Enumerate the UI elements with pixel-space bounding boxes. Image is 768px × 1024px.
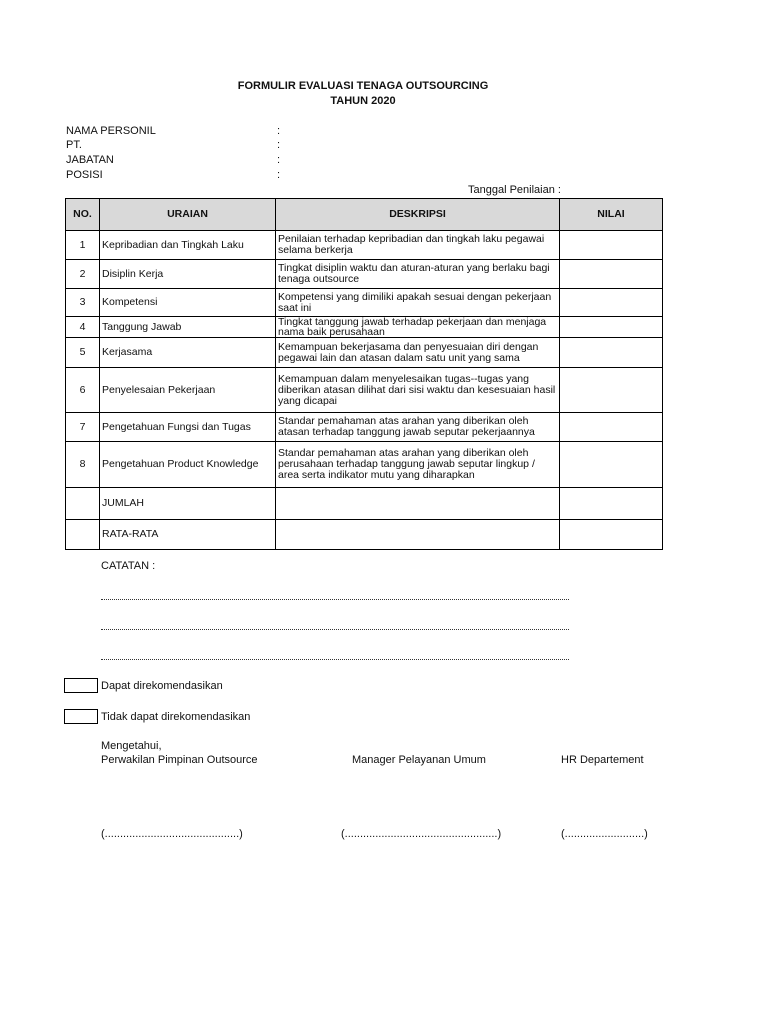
row-no: 5 (66, 338, 100, 368)
row-deskripsi: Kemampuan bekerjasama dan penyesuaian diri dengan pegawai lain dan atasan dalam satu unit yang sama (276, 338, 560, 368)
row-deskripsi: Tingkat tanggung jawab terhadap pekerjaan dan menjaga nama baik perusahaan (276, 317, 560, 338)
row-no: 3 (66, 289, 100, 317)
evaluation-table (65, 198, 663, 550)
row-uraian: Kerjasama (100, 338, 276, 368)
table-row (66, 231, 663, 260)
assessment-date-label: Tanggal Penilaian : (468, 184, 561, 196)
catatan-line-2[interactable] (101, 628, 569, 630)
row-no: 7 (66, 413, 100, 442)
row-deskripsi: Kompetensi yang dimiliki apakah sesuai dengan pekerjaan saat ini (276, 289, 560, 317)
nilai-cell[interactable] (560, 231, 663, 260)
row-deskripsi: Standar pemahaman atas arahan yang diberikan oleh perusahaan terhadap tanggung jawab seputar lingkup / area serta indikator mutu yang diharapkan (276, 442, 560, 488)
jumlah-no-cell (66, 488, 100, 520)
rata-nilai-cell[interactable] (560, 520, 663, 550)
field-colon-jabatan: : (277, 154, 281, 166)
signature-role-hr: HR Departement (561, 754, 644, 766)
header-nilai: NILAI (560, 199, 663, 231)
table-row (66, 442, 663, 488)
nilai-cell[interactable] (560, 260, 663, 289)
rata-no-cell (66, 520, 100, 550)
not-recommend-checkbox[interactable] (64, 709, 98, 724)
nilai-cell[interactable] (560, 338, 663, 368)
header-deskripsi: DESKRIPSI (276, 199, 560, 231)
row-no: 4 (66, 317, 100, 338)
field-colon-pt: : (277, 139, 281, 151)
row-no: 1 (66, 231, 100, 260)
row-uraian: Disiplin Kerja (100, 260, 276, 289)
row-deskripsi: Tingkat disiplin waktu dan aturan-aturan yang berlaku bagi tenaga outsource (276, 260, 560, 289)
field-colon-posisi: : (277, 169, 281, 181)
signature-role-outsource: Perwakilan Pimpinan Outsource (101, 754, 258, 766)
recommend-label: Dapat direkomendasikan (101, 680, 223, 692)
table-row (66, 368, 663, 413)
field-colon-nama: : (277, 125, 281, 137)
header-no: NO. (66, 199, 100, 231)
rata-desc-cell (276, 520, 560, 550)
nilai-cell[interactable] (560, 413, 663, 442)
table-row (66, 413, 663, 442)
nilai-cell[interactable] (560, 442, 663, 488)
header-uraian: URAIAN (100, 199, 276, 231)
signature-line-hr[interactable]: (..........................) (561, 828, 648, 840)
jumlah-label: JUMLAH (100, 488, 276, 520)
rata-rata-row (66, 520, 663, 550)
catatan-label: CATATAN : (101, 560, 156, 572)
row-no: 2 (66, 260, 100, 289)
row-deskripsi: Kemampuan dalam menyelesaikan tugas--tugas yang diberikan atasan dilihat dari sisi waktu dan kesesuaian hasil yang dicapai (276, 368, 560, 413)
row-no: 6 (66, 368, 100, 413)
row-uraian: Kepribadian dan Tingkah Laku (100, 231, 276, 260)
catatan-line-3[interactable] (101, 658, 569, 660)
rata-rata-label: RATA-RATA (100, 520, 276, 550)
jumlah-desc-cell (276, 488, 560, 520)
row-uraian: Pengetahuan Fungsi dan Tugas (100, 413, 276, 442)
jumlah-row (66, 488, 663, 520)
row-uraian: Tanggung Jawab (100, 317, 276, 338)
signature-intro: Mengetahui, (101, 740, 162, 752)
row-deskripsi: Penilaian terhadap kepribadian dan tingkah laku pegawai selama berkerja (276, 231, 560, 260)
table-row (66, 317, 663, 338)
field-label-posisi: POSISI (66, 169, 103, 181)
jumlah-nilai-cell[interactable] (560, 488, 663, 520)
not-recommend-label: Tidak dapat direkomendasikan (101, 711, 251, 723)
signature-line-manager[interactable]: (..................................................) (341, 828, 502, 840)
row-deskripsi: Standar pemahaman atas arahan yang diberikan oleh atasan terhadap tanggung jawab seputar pekerjaannya (276, 413, 560, 442)
field-label-nama: NAMA PERSONIL (66, 125, 156, 137)
nilai-cell[interactable] (560, 368, 663, 413)
catatan-line-1[interactable] (101, 598, 569, 600)
row-uraian: Penyelesaian Pekerjaan (100, 368, 276, 413)
nilai-cell[interactable] (560, 289, 663, 317)
signature-role-manager: Manager Pelayanan Umum (352, 754, 486, 766)
nilai-cell[interactable] (560, 317, 663, 338)
signature-line-outsource[interactable]: (............................................) (101, 828, 243, 840)
field-label-jabatan: JABATAN (66, 154, 114, 166)
row-no: 8 (66, 442, 100, 488)
form-title: FORMULIR EVALUASI TENAGA OUTSOURCING (237, 80, 489, 92)
table-header-row (66, 199, 663, 231)
table-row (66, 338, 663, 368)
recommend-checkbox[interactable] (64, 678, 98, 693)
form-year: TAHUN 2020 (330, 95, 396, 107)
field-label-pt: PT. (66, 139, 82, 151)
row-uraian: Pengetahuan Product Knowledge (100, 442, 276, 488)
table-row (66, 289, 663, 317)
table-row (66, 260, 663, 289)
row-uraian: Kompetensi (100, 289, 276, 317)
